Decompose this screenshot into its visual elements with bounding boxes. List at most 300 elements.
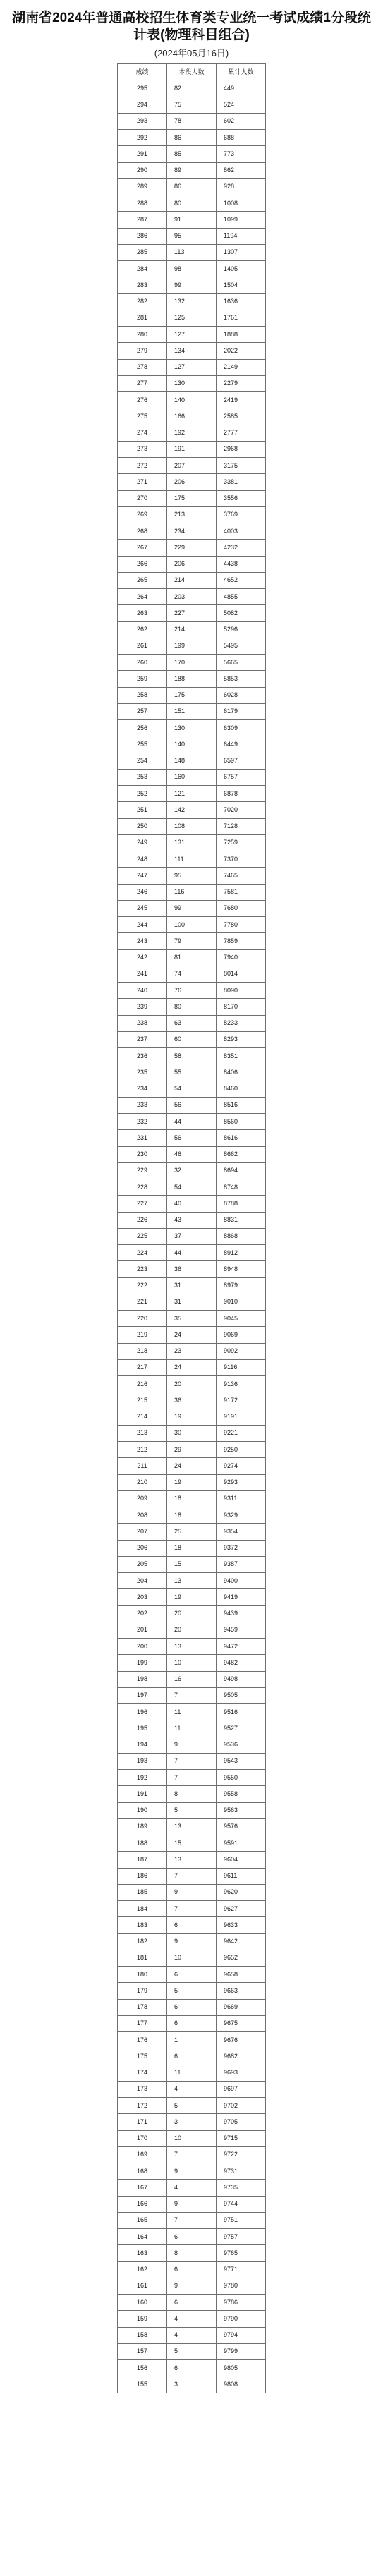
table-row (118, 2196, 266, 2212)
cell-score: 211 (118, 1458, 167, 1474)
table-row (118, 1737, 266, 1753)
table-row (118, 1967, 266, 1983)
cell-score: 212 (118, 1442, 167, 1458)
cell-segment-count: 9 (167, 1884, 217, 1900)
cell-cumulative-count: 9543 (217, 1753, 266, 1769)
cell-segment-count: 6 (167, 1917, 217, 1933)
header-segment-count: 本段人数 (167, 64, 217, 80)
table-row (118, 884, 266, 900)
table-row (118, 2146, 266, 2163)
cell-segment-count: 108 (167, 818, 217, 834)
table-row (118, 2245, 266, 2261)
cell-score: 275 (118, 408, 167, 425)
table-row (118, 2081, 266, 2097)
cell-score: 259 (118, 671, 167, 687)
cell-cumulative-count: 9527 (217, 1720, 266, 1737)
cell-cumulative-count: 9092 (217, 1343, 266, 1359)
cell-segment-count: 16 (167, 1671, 217, 1687)
cell-cumulative-count: 773 (217, 146, 266, 162)
table-row (118, 97, 266, 113)
cell-score: 254 (118, 753, 167, 769)
cell-segment-count: 5 (167, 2343, 217, 2359)
cell-score: 176 (118, 2032, 167, 2048)
cell-cumulative-count: 8351 (217, 1048, 266, 1064)
table-row (118, 1802, 266, 1818)
cell-cumulative-count: 3769 (217, 506, 266, 523)
cell-cumulative-count: 1761 (217, 310, 266, 326)
cell-score: 228 (118, 1179, 167, 1196)
cell-cumulative-count: 9715 (217, 2130, 266, 2146)
cell-cumulative-count: 9069 (217, 1327, 266, 1343)
cell-cumulative-count: 9808 (217, 2376, 266, 2393)
cell-cumulative-count: 8616 (217, 1130, 266, 1146)
cell-score: 199 (118, 1655, 167, 1671)
cell-cumulative-count: 9780 (217, 2278, 266, 2294)
cell-segment-count: 127 (167, 359, 217, 375)
table-row (118, 572, 266, 588)
table-row (118, 113, 266, 129)
cell-score: 266 (118, 556, 167, 572)
cell-segment-count: 31 (167, 1294, 217, 1310)
table-row (118, 1277, 266, 1294)
cell-cumulative-count: 8748 (217, 1179, 266, 1196)
cell-cumulative-count: 9794 (217, 2327, 266, 2343)
cell-segment-count: 20 (167, 1622, 217, 1638)
cell-segment-count: 130 (167, 720, 217, 736)
cell-score: 161 (118, 2278, 167, 2294)
cell-score: 258 (118, 687, 167, 703)
cell-score: 280 (118, 327, 167, 343)
table-row (118, 2360, 266, 2376)
table-row (118, 506, 266, 523)
cell-score: 194 (118, 1737, 167, 1753)
publish-date: (2024年05月16日) (154, 48, 229, 59)
cell-score: 220 (118, 1311, 167, 1327)
cell-cumulative-count: 9682 (217, 2048, 266, 2065)
cell-score: 209 (118, 1490, 167, 1507)
table-row (118, 1327, 266, 1343)
table-row (118, 1720, 266, 1737)
table-row (118, 1507, 266, 1524)
cell-score: 202 (118, 1605, 167, 1622)
cell-segment-count: 31 (167, 1277, 217, 1294)
cell-cumulative-count: 6179 (217, 703, 266, 719)
cell-score: 289 (118, 178, 167, 195)
cell-cumulative-count: 9311 (217, 1490, 266, 1507)
cell-segment-count: 99 (167, 277, 217, 293)
cell-cumulative-count: 1405 (217, 261, 266, 277)
cell-cumulative-count: 9620 (217, 1884, 266, 1900)
cell-score: 232 (118, 1114, 167, 1130)
table-row (118, 638, 266, 654)
cell-score: 226 (118, 1212, 167, 1228)
cell-cumulative-count: 7020 (217, 802, 266, 818)
cell-cumulative-count: 928 (217, 178, 266, 195)
table-row (118, 130, 266, 146)
cell-score: 267 (118, 540, 167, 556)
cell-cumulative-count: 7370 (217, 851, 266, 868)
cell-segment-count: 15 (167, 1556, 217, 1572)
cell-score: 206 (118, 1540, 167, 1556)
table-row (118, 2376, 266, 2393)
score-distribution-table (117, 63, 266, 2393)
cell-segment-count: 151 (167, 703, 217, 719)
cell-cumulative-count: 6597 (217, 753, 266, 769)
cell-score: 251 (118, 802, 167, 818)
cell-score: 237 (118, 1031, 167, 1047)
cell-cumulative-count: 6757 (217, 769, 266, 785)
cell-score: 163 (118, 2245, 167, 2261)
cell-score: 168 (118, 2163, 167, 2180)
cell-cumulative-count: 2585 (217, 408, 266, 425)
cell-score: 281 (118, 310, 167, 326)
table-row (118, 277, 266, 293)
cell-segment-count: 206 (167, 556, 217, 572)
table-row (118, 1294, 266, 1310)
cell-segment-count: 5 (167, 1983, 217, 1999)
table-row (118, 1212, 266, 1228)
cell-score: 195 (118, 1720, 167, 1737)
cell-cumulative-count: 9751 (217, 2212, 266, 2228)
cell-cumulative-count: 1888 (217, 327, 266, 343)
cell-cumulative-count: 9439 (217, 1605, 266, 1622)
cell-score: 208 (118, 1507, 167, 1524)
cell-cumulative-count: 9591 (217, 1835, 266, 1852)
cell-cumulative-count: 9498 (217, 1671, 266, 1687)
table-row (118, 540, 266, 556)
cell-score: 291 (118, 146, 167, 162)
cell-segment-count: 7 (167, 2212, 217, 2228)
cell-score: 203 (118, 1589, 167, 1605)
table-row (118, 2065, 266, 2081)
table-row (118, 2048, 266, 2065)
cell-cumulative-count: 9663 (217, 1983, 266, 1999)
cell-score: 223 (118, 1261, 167, 1277)
cell-cumulative-count: 7465 (217, 868, 266, 884)
table-row (118, 589, 266, 605)
table-row (118, 1786, 266, 1802)
cell-cumulative-count: 7680 (217, 900, 266, 916)
cell-segment-count: 19 (167, 1409, 217, 1425)
cell-segment-count: 5 (167, 2098, 217, 2114)
cell-cumulative-count: 9658 (217, 1967, 266, 1983)
cell-cumulative-count: 9372 (217, 1540, 266, 1556)
cell-segment-count: 6 (167, 2015, 217, 2031)
cell-score: 215 (118, 1392, 167, 1409)
table-row (118, 917, 266, 933)
cell-cumulative-count: 4652 (217, 572, 266, 588)
table-row (118, 441, 266, 457)
cell-segment-count: 4 (167, 2327, 217, 2343)
cell-segment-count: 54 (167, 1081, 217, 1097)
cell-score: 227 (118, 1196, 167, 1212)
cell-segment-count: 7 (167, 1901, 217, 1917)
cell-cumulative-count: 3556 (217, 490, 266, 506)
table-row (118, 753, 266, 769)
cell-cumulative-count: 9576 (217, 1818, 266, 1835)
cell-segment-count: 234 (167, 523, 217, 540)
cell-segment-count: 36 (167, 1392, 217, 1409)
cell-segment-count: 188 (167, 671, 217, 687)
table-row (118, 1524, 266, 1540)
cell-cumulative-count: 8831 (217, 1212, 266, 1228)
cell-segment-count: 214 (167, 572, 217, 588)
cell-cumulative-count: 2419 (217, 392, 266, 408)
cell-segment-count: 81 (167, 949, 217, 966)
table-row (118, 1130, 266, 1146)
cell-segment-count: 175 (167, 687, 217, 703)
table-row (118, 2130, 266, 2146)
table-row (118, 949, 266, 966)
table-row (118, 293, 266, 310)
cell-score: 256 (118, 720, 167, 736)
cell-segment-count: 24 (167, 1359, 217, 1375)
cell-score: 284 (118, 261, 167, 277)
cell-score: 224 (118, 1245, 167, 1261)
cell-cumulative-count: 9633 (217, 1917, 266, 1933)
cell-cumulative-count: 9536 (217, 1737, 266, 1753)
table-row (118, 1852, 266, 1868)
cell-score: 239 (118, 999, 167, 1015)
cell-cumulative-count: 8014 (217, 966, 266, 982)
cell-cumulative-count: 9116 (217, 1359, 266, 1375)
cell-cumulative-count: 8979 (217, 1277, 266, 1294)
cell-score: 292 (118, 130, 167, 146)
cell-score: 253 (118, 769, 167, 785)
cell-segment-count: 170 (167, 655, 217, 671)
table-row (118, 1655, 266, 1671)
cell-score: 179 (118, 1983, 167, 1999)
cell-segment-count: 5 (167, 1802, 217, 1818)
table-row (118, 490, 266, 506)
table-row (118, 1605, 266, 1622)
table-row (118, 408, 266, 425)
cell-segment-count: 10 (167, 1950, 217, 1966)
cell-segment-count: 10 (167, 1655, 217, 1671)
cell-segment-count: 35 (167, 1311, 217, 1327)
cell-cumulative-count: 8788 (217, 1196, 266, 1212)
cell-score: 263 (118, 605, 167, 621)
cell-cumulative-count: 8233 (217, 1015, 266, 1031)
cell-cumulative-count: 8694 (217, 1162, 266, 1179)
table-row (118, 2229, 266, 2245)
cell-cumulative-count: 9604 (217, 1852, 266, 1868)
table-row (118, 1376, 266, 1392)
cell-cumulative-count: 9191 (217, 1409, 266, 1425)
cell-segment-count: 54 (167, 1179, 217, 1196)
cell-score: 205 (118, 1556, 167, 1572)
cell-segment-count: 25 (167, 1524, 217, 1540)
table-body (118, 80, 266, 2393)
cell-segment-count: 9 (167, 2196, 217, 2212)
table-row (118, 375, 266, 391)
table-row (118, 1884, 266, 1900)
table-row (118, 655, 266, 671)
cell-cumulative-count: 862 (217, 162, 266, 178)
cell-segment-count: 121 (167, 786, 217, 802)
cell-cumulative-count: 9550 (217, 1770, 266, 1786)
table-row (118, 1162, 266, 1179)
cell-cumulative-count: 9702 (217, 2098, 266, 2114)
cell-score: 246 (118, 884, 167, 900)
cell-cumulative-count: 5082 (217, 605, 266, 621)
table-row (118, 2180, 266, 2196)
table-row (118, 2311, 266, 2327)
table-row (118, 605, 266, 621)
cell-segment-count: 23 (167, 1343, 217, 1359)
cell-cumulative-count: 5495 (217, 638, 266, 654)
cell-score: 222 (118, 1277, 167, 1294)
table-row (118, 523, 266, 540)
cell-score: 204 (118, 1573, 167, 1589)
cell-score: 191 (118, 1786, 167, 1802)
cell-segment-count: 40 (167, 1196, 217, 1212)
cell-cumulative-count: 8868 (217, 1228, 266, 1244)
cell-segment-count: 100 (167, 917, 217, 933)
table-row (118, 1490, 266, 1507)
cell-segment-count: 1 (167, 2032, 217, 2048)
table-row (118, 1540, 266, 1556)
cell-score: 182 (118, 1933, 167, 1950)
table-row (118, 687, 266, 703)
table-row (118, 900, 266, 916)
cell-cumulative-count: 8170 (217, 999, 266, 1015)
cell-score: 252 (118, 786, 167, 802)
cell-score: 244 (118, 917, 167, 933)
cell-segment-count: 56 (167, 1097, 217, 1113)
cell-cumulative-count: 688 (217, 130, 266, 146)
table-row (118, 703, 266, 719)
cell-segment-count: 175 (167, 490, 217, 506)
table-row (118, 1950, 266, 1966)
table-row (118, 1097, 266, 1113)
cell-segment-count: 134 (167, 343, 217, 359)
cell-cumulative-count: 4855 (217, 589, 266, 605)
cell-cumulative-count: 9765 (217, 2245, 266, 2261)
cell-segment-count: 98 (167, 261, 217, 277)
table-row (118, 1114, 266, 1130)
cell-segment-count: 148 (167, 753, 217, 769)
cell-cumulative-count: 9669 (217, 1999, 266, 2015)
cell-cumulative-count: 9221 (217, 1425, 266, 1441)
cell-score: 175 (118, 2048, 167, 2065)
cell-cumulative-count: 9563 (217, 1802, 266, 1818)
cell-segment-count: 142 (167, 802, 217, 818)
table-row (118, 2278, 266, 2294)
cell-cumulative-count: 9771 (217, 2261, 266, 2278)
cell-cumulative-count: 9250 (217, 1442, 266, 1458)
cell-segment-count: 6 (167, 2360, 217, 2376)
table-row (118, 671, 266, 687)
cell-score: 172 (118, 2098, 167, 2114)
cell-score: 185 (118, 1884, 167, 1900)
cell-segment-count: 89 (167, 162, 217, 178)
cell-score: 242 (118, 949, 167, 966)
table-row (118, 736, 266, 753)
cell-cumulative-count: 9744 (217, 2196, 266, 2212)
cell-score: 197 (118, 1687, 167, 1703)
cell-cumulative-count: 9757 (217, 2229, 266, 2245)
cell-cumulative-count: 8912 (217, 1245, 266, 1261)
cell-cumulative-count: 602 (217, 113, 266, 129)
cell-score: 233 (118, 1097, 167, 1113)
cell-cumulative-count: 2022 (217, 343, 266, 359)
cell-score: 198 (118, 1671, 167, 1687)
cell-cumulative-count: 5296 (217, 621, 266, 638)
table-row (118, 1081, 266, 1097)
header-score: 成绩 (118, 64, 167, 80)
cell-cumulative-count: 1099 (217, 212, 266, 228)
cell-segment-count: 13 (167, 1639, 217, 1655)
cell-cumulative-count: 6878 (217, 786, 266, 802)
cell-segment-count: 18 (167, 1490, 217, 1507)
cell-score: 187 (118, 1852, 167, 1868)
cell-score: 230 (118, 1146, 167, 1162)
table-row (118, 425, 266, 441)
table-row (118, 1556, 266, 1572)
cell-segment-count: 9 (167, 1933, 217, 1950)
table-row (118, 195, 266, 212)
table-row (118, 1901, 266, 1917)
cell-score: 171 (118, 2114, 167, 2130)
cell-score: 216 (118, 1376, 167, 1392)
cell-segment-count: 13 (167, 1573, 217, 1589)
cell-segment-count: 86 (167, 178, 217, 195)
table-row (118, 1392, 266, 1409)
table-row (118, 2343, 266, 2359)
cell-cumulative-count: 1008 (217, 195, 266, 212)
cell-cumulative-count: 9516 (217, 1704, 266, 1720)
table-row (118, 769, 266, 785)
cell-score: 269 (118, 506, 167, 523)
cell-segment-count: 29 (167, 1442, 217, 1458)
cell-cumulative-count: 6028 (217, 687, 266, 703)
cell-cumulative-count: 9735 (217, 2180, 266, 2196)
cell-segment-count: 18 (167, 1507, 217, 1524)
cell-segment-count: 20 (167, 1605, 217, 1622)
cell-score: 285 (118, 244, 167, 260)
cell-cumulative-count: 9693 (217, 2065, 266, 2081)
cell-segment-count: 127 (167, 327, 217, 343)
cell-cumulative-count: 7128 (217, 818, 266, 834)
cell-cumulative-count: 4003 (217, 523, 266, 540)
cell-score: 279 (118, 343, 167, 359)
cell-score: 288 (118, 195, 167, 212)
cell-cumulative-count: 8090 (217, 983, 266, 999)
cell-score: 160 (118, 2295, 167, 2311)
cell-score: 261 (118, 638, 167, 654)
cell-cumulative-count: 8460 (217, 1081, 266, 1097)
cell-cumulative-count: 2777 (217, 425, 266, 441)
cell-segment-count: 125 (167, 310, 217, 326)
cell-cumulative-count: 6309 (217, 720, 266, 736)
cell-segment-count: 43 (167, 1212, 217, 1228)
cell-score: 190 (118, 1802, 167, 1818)
table-row (118, 1917, 266, 1933)
table-row (118, 1031, 266, 1047)
cell-segment-count: 13 (167, 1818, 217, 1835)
cell-segment-count: 7 (167, 1753, 217, 1769)
cell-segment-count: 18 (167, 1540, 217, 1556)
cell-segment-count: 229 (167, 540, 217, 556)
cell-cumulative-count: 9274 (217, 1458, 266, 1474)
table-row (118, 1573, 266, 1589)
table-row (118, 2295, 266, 2311)
table-row (118, 343, 266, 359)
cell-segment-count: 11 (167, 1720, 217, 1737)
cell-segment-count: 8 (167, 1786, 217, 1802)
table-row (118, 2327, 266, 2343)
